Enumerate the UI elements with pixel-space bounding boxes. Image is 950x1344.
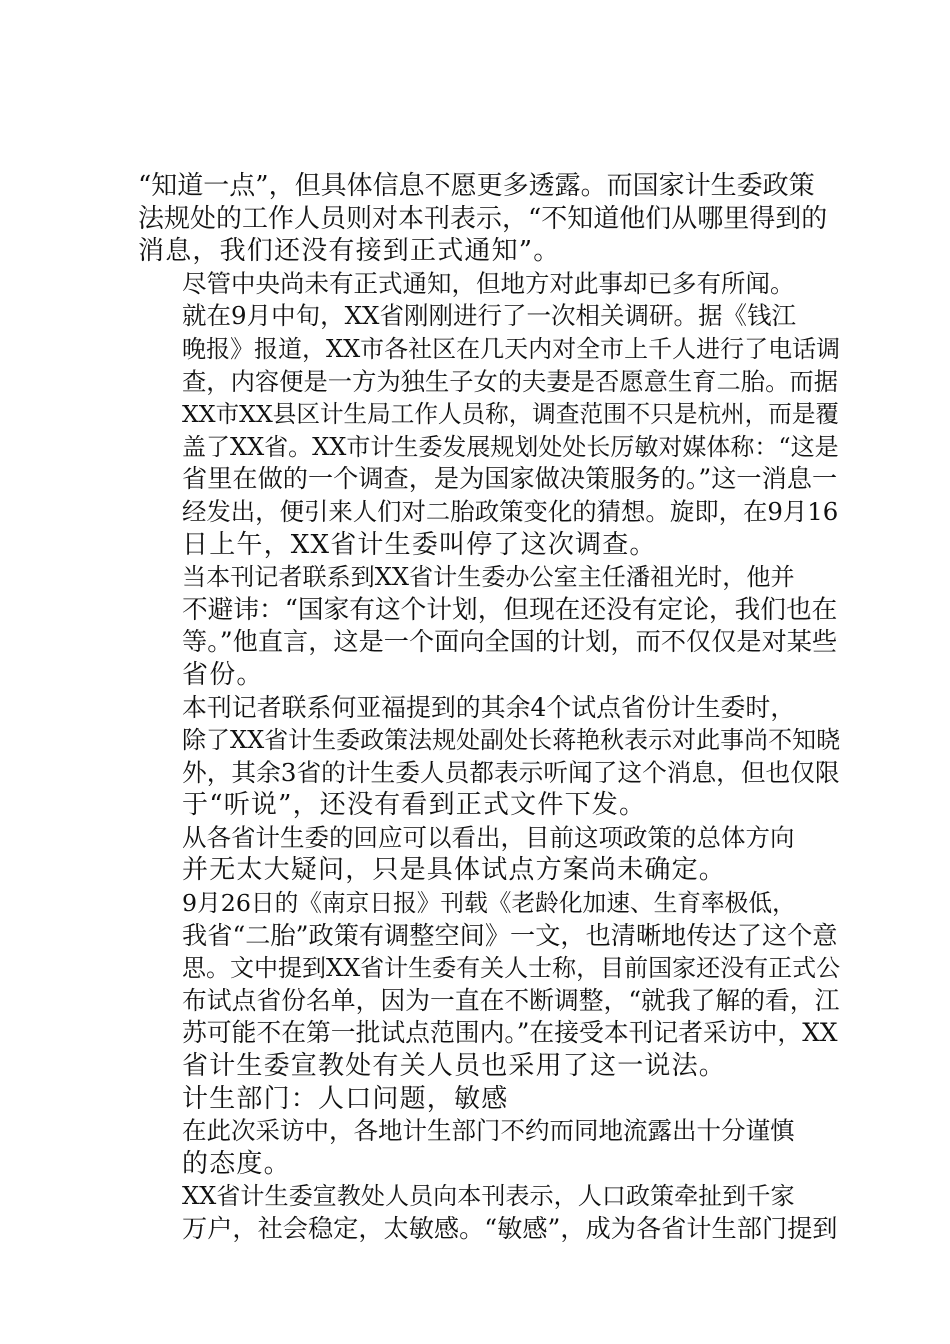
text-line: 除了XX省计生委政策法规处副处长蒋艳秋表示对此事尚不知晓 [182, 726, 841, 755]
paragraph [138, 300, 841, 561]
text-line: 布试点省份名单，因为一直在不断调整，“就我了解的看，江 [182, 985, 840, 1015]
paragraph [138, 887, 841, 1083]
text-line: 等。”他直言，这是一个面向全国的计划，而不仅仅是对某些 [182, 627, 838, 657]
text-line: 经发出，便引来人们对二胎政策变化的猜想。旋即，在9月16 [182, 496, 839, 526]
text-line: 尽管中央尚未有正式通知，但地方对此事却已多有所闻。 [182, 268, 795, 298]
text-line: 从各省计生委的回应可以看出，目前这项政策的总体方向 [182, 822, 795, 852]
text-line: 思。文中提到XX省计生委有关人士称，目前国家还没有正式公 [182, 954, 841, 983]
text-line: “知道一点”，但具体信息不愿更多透露。而国家计生委政策 [138, 171, 815, 201]
text-line: XX市XX县区计生局工作人员称，调查范围不只是杭州，而是覆 [182, 400, 840, 429]
text-line: 就在9月中旬，XX省刚刚进行了一次相关调研。据《钱江 [182, 301, 796, 331]
text-line: 苏可能不在第一批试点范围内。”在接受本刊记者采访中，XX [182, 1018, 838, 1048]
text-line: 计生部门：人口问题，敏感 [182, 1083, 509, 1114]
text-line: 我省“二胎”政策有调整空间》一文，也清晰地传达了这个意 [182, 920, 838, 950]
text-line: 查，内容便是一方为独生子女的夫妻是否愿意生育二胎。而据 [182, 366, 839, 396]
paragraph [138, 561, 838, 691]
text-line: 当本刊记者联系到XX省计生委办公室主任潘祖光时，他并 [182, 563, 795, 592]
text-line: 外，其余3省的计生委人员都表示听闻了这个消息，但也仅限 [182, 757, 840, 787]
text-line: 万户，社会稳定，太敏感。“敏感”，成为各省计生部门提到 [182, 1214, 838, 1243]
text-line: XX省计生委宣教处人员向本刊表示，人口政策牵扯到千家 [182, 1182, 795, 1211]
paragraph [138, 1180, 838, 1245]
text-line: 并无太大疑问，只是具体试点方案尚未确定。 [182, 855, 727, 886]
text-line: 法规处的工作人员则对本刊表示，“不知道他们从哪里得到的 [138, 203, 828, 234]
paragraph [138, 1083, 838, 1116]
text-line: 省计生委宣教处有关人员也采用了这一说法。 [182, 1051, 727, 1082]
text-line: 省份。 [182, 659, 264, 690]
paragraph [138, 268, 838, 301]
text-line: 于“听说”，还没有看到正式文件下发。 [182, 790, 647, 821]
paragraph [138, 822, 838, 887]
text-line: 9月26日的《南京日报》刊载《老龄化加速、生育率极低， [182, 889, 796, 918]
text-line: 消息，我们还没有接到正式通知”。 [138, 236, 561, 267]
paragraph [138, 692, 841, 822]
paragraph [138, 1115, 838, 1180]
paragraph [138, 170, 838, 268]
text-line: 晚报》报道，XX市各社区在几天内对全市上千人进行了电话调 [182, 334, 841, 363]
text-line: 盖了XX省。XX市计生委发展规划处处长厉敏对媒体称：“这是 [182, 432, 839, 461]
text-line: 日上午，XX省计生委叫停了这次调查。 [182, 529, 657, 560]
text-line: 本刊记者联系何亚福提到的其余4个试点省份计生委时， [182, 692, 796, 722]
article-body [138, 170, 841, 1246]
text-line: 在此次采访中，各地计生部门不约而同地流露出十分谨慎 [182, 1116, 795, 1146]
text-line: 的态度。 [182, 1148, 291, 1179]
text-line: 不避讳：“国家有这个计划，但现在还没有定论，我们也在 [182, 594, 838, 625]
text-line: 省里在做的一个调查，是为国家做决策服务的。”这一消息一 [182, 464, 838, 494]
